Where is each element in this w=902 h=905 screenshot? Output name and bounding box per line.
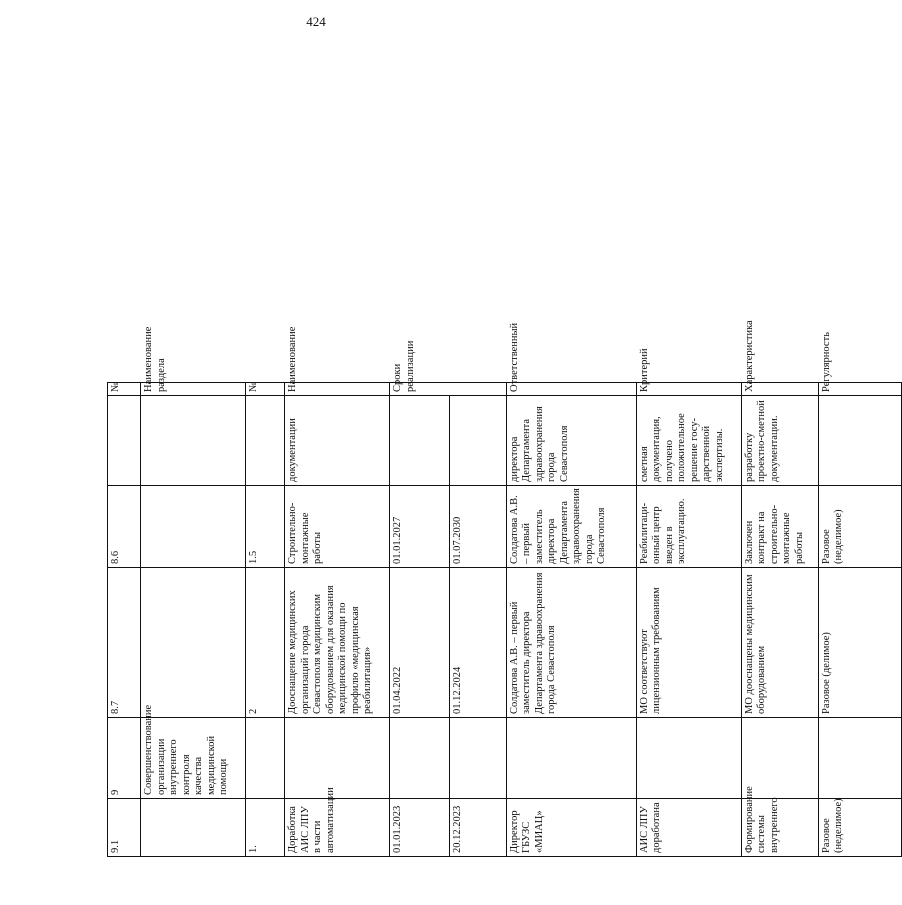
cell-row0-name: документации xyxy=(285,396,390,486)
cell-row3-criterion xyxy=(636,718,741,799)
cell-row3-responsible xyxy=(506,718,636,799)
cell-row0-num xyxy=(108,396,141,486)
cell-row1-characteristic: Заключен контракт на строительно-монтажные работы xyxy=(741,486,818,568)
cell-row0-responsible: директора Департамента здравоохранения города Севастополя xyxy=(506,396,636,486)
cell-row3-section: Совершенствование организации внутреннего контроля качества медицинской помощи xyxy=(141,718,246,799)
page-number: 424 xyxy=(306,14,326,29)
doc-column-characteristic xyxy=(741,383,818,857)
cell-row0-start xyxy=(390,396,449,486)
cell-row1-num2: 1.5 xyxy=(246,486,285,568)
cell-row1-end: 01.07.2030 xyxy=(449,486,506,568)
cell-row2-regularity: Разовое (делимое) xyxy=(818,568,901,718)
cell-row1-responsible: Солдатова А.В. – первый заместитель директора Департамента здравоохранения города Севастополя xyxy=(506,486,636,568)
header-criterion: Критерий xyxy=(636,383,741,396)
cell-row0-section xyxy=(141,396,246,486)
cell-row0-num2 xyxy=(246,396,285,486)
cell-row4-start: 01.01.2023 xyxy=(390,799,449,857)
doc-column-responsible xyxy=(506,383,636,857)
cell-row2-num2: 2 xyxy=(246,568,285,718)
cell-row1-num: 8.6 xyxy=(108,486,141,568)
cell-row2-end: 01.12.2024 xyxy=(449,568,506,718)
cell-row4-characteristic: Формирование системы внутреннего xyxy=(741,799,818,857)
cell-row3-end xyxy=(449,718,506,799)
cell-row4-criterion: АИС ЛПУ доработана xyxy=(636,799,741,857)
cell-row4-responsible: Директор ГБУЗС «МИАЦ» xyxy=(506,799,636,857)
header-characteristic: Характеристика xyxy=(741,383,818,396)
rotated-table-container xyxy=(107,62,902,853)
doc-column-start xyxy=(390,383,449,857)
doc-column-regularity xyxy=(818,383,901,857)
header-start: Сроки реализации xyxy=(390,383,506,396)
cell-row1-start: 01.01.2027 xyxy=(390,486,449,568)
cell-row0-characteristic: разработку проектно-сметной документации. xyxy=(741,396,818,486)
cell-row1-section xyxy=(141,486,246,568)
header-section: Наименование раздела xyxy=(141,383,246,396)
header-num2: № xyxy=(246,383,285,396)
plan-table xyxy=(107,320,902,857)
header-name: Наименование xyxy=(285,383,390,396)
cell-row3-name xyxy=(285,718,390,799)
cell-row1-name: Строительно-монтажные работы xyxy=(285,486,390,568)
cell-row2-num: 8.7 xyxy=(108,568,141,718)
doc-column-criterion xyxy=(636,383,741,857)
cell-row4-regularity: Разовое (неделимое) xyxy=(818,799,901,857)
doc-column-num xyxy=(108,383,141,857)
cell-row2-characteristic: МО дооснащены медицинским оборудованием xyxy=(741,568,818,718)
cell-row3-start xyxy=(390,718,449,799)
doc-column-num2 xyxy=(246,383,285,857)
cell-row2-section xyxy=(141,568,246,718)
cell-row4-section xyxy=(141,799,246,857)
table-wrap xyxy=(107,320,902,857)
cell-row3-num2 xyxy=(246,718,285,799)
cell-row4-num: 9.1 xyxy=(108,799,141,857)
cell-row1-regularity: Разовое (неделимое) xyxy=(818,486,901,568)
cell-row2-responsible: Солдатова А.В. – первый заместитель директора Департамента здравоохранения города Севастополя xyxy=(506,568,636,718)
doc-column-end xyxy=(449,383,506,857)
cell-row3-num: 9 xyxy=(108,718,141,799)
header-regularity: Регулярность xyxy=(818,383,901,396)
cell-row4-num2: 1. xyxy=(246,799,285,857)
doc-column-name xyxy=(285,383,390,857)
cell-row4-name: Доработка АИС ЛПУ в части автоматизации xyxy=(285,799,390,857)
cell-row2-name: Дооснащение медицинских организаций города Севастополя медицинским оборудованием для оказания медицинской помощи по профилю «медицинская реабилитация» xyxy=(285,568,390,718)
cell-row0-end xyxy=(449,396,506,486)
cell-row2-start: 01.04.2022 xyxy=(390,568,449,718)
cell-row0-criterion: сметная документация, получено положительное решение госу-дарственной экспертизы. xyxy=(636,396,741,486)
doc-column-section xyxy=(141,383,246,857)
header-num: № xyxy=(108,383,141,396)
header-responsible: Ответственный xyxy=(506,383,636,396)
cell-row2-criterion: МО соответствуют лицензионным требованиям xyxy=(636,568,741,718)
cell-row1-criterion: Реабилитаци-онный центр введен в эксплуатацию. xyxy=(636,486,741,568)
cell-row3-regularity xyxy=(818,718,901,799)
cell-row0-regularity xyxy=(818,396,901,486)
cell-row4-end: 20.12.2023 xyxy=(449,799,506,857)
